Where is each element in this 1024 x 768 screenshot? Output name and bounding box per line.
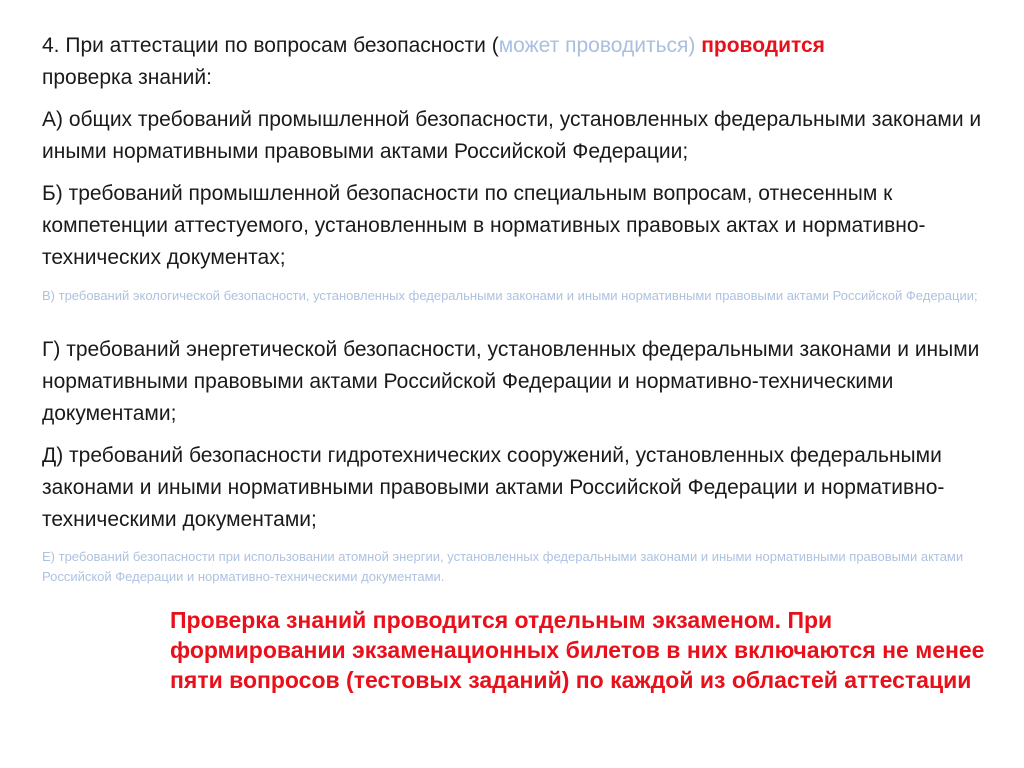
item-g: Г) требований энергетической безопасности, установленных федеральными законами и иными нормативными правовыми актами Российской Федерации и нормативно-техническими документами; [42, 338, 980, 425]
item-a: А) общих требований промышленной безопасности, установленных федеральными законами и иными нормативными правовыми актами Российской Федерации; [42, 108, 982, 163]
item-e-faded: Е) требований безопасности при использовании атомной энергии, установленных федеральными законами и иными нормативными правовыми актами Российской Федерации и нормативно-техническими документами. [42, 549, 964, 584]
item-d: Д) требований безопасности гидротехнических сооружений, установленных федеральными законами и иными нормативными правовыми актами Российской Федерации и нормативно-техническими документами; [42, 444, 945, 531]
intro-prefix: 4. При аттестации по вопросам безопасности ( [42, 34, 499, 57]
exam-note: Проверка знаний проводится отдельным экзаменом. При формировании экзаменационных билетов в них включаются не менее пяти вопросов (тестовых заданий) по каждой из областей аттестации [170, 607, 985, 693]
item-v-faded: В) требований экологической безопасности, установленных федеральными законами и иными нормативными правовыми актами Российской Федерации; [42, 288, 978, 303]
intro-suffix: проверка знаний: [42, 66, 212, 89]
intro-replacement: проводится [701, 34, 825, 57]
intro-paragraph [42, 30, 982, 94]
intro-struck-phrase: может проводиться) [498, 34, 696, 57]
item-b: Б) требований промышленной безопасности по специальным вопросам, отнесенным к компетенции аттестуемого, установленным в нормативных правовых актах и нормативно-технических документах; [42, 182, 926, 269]
